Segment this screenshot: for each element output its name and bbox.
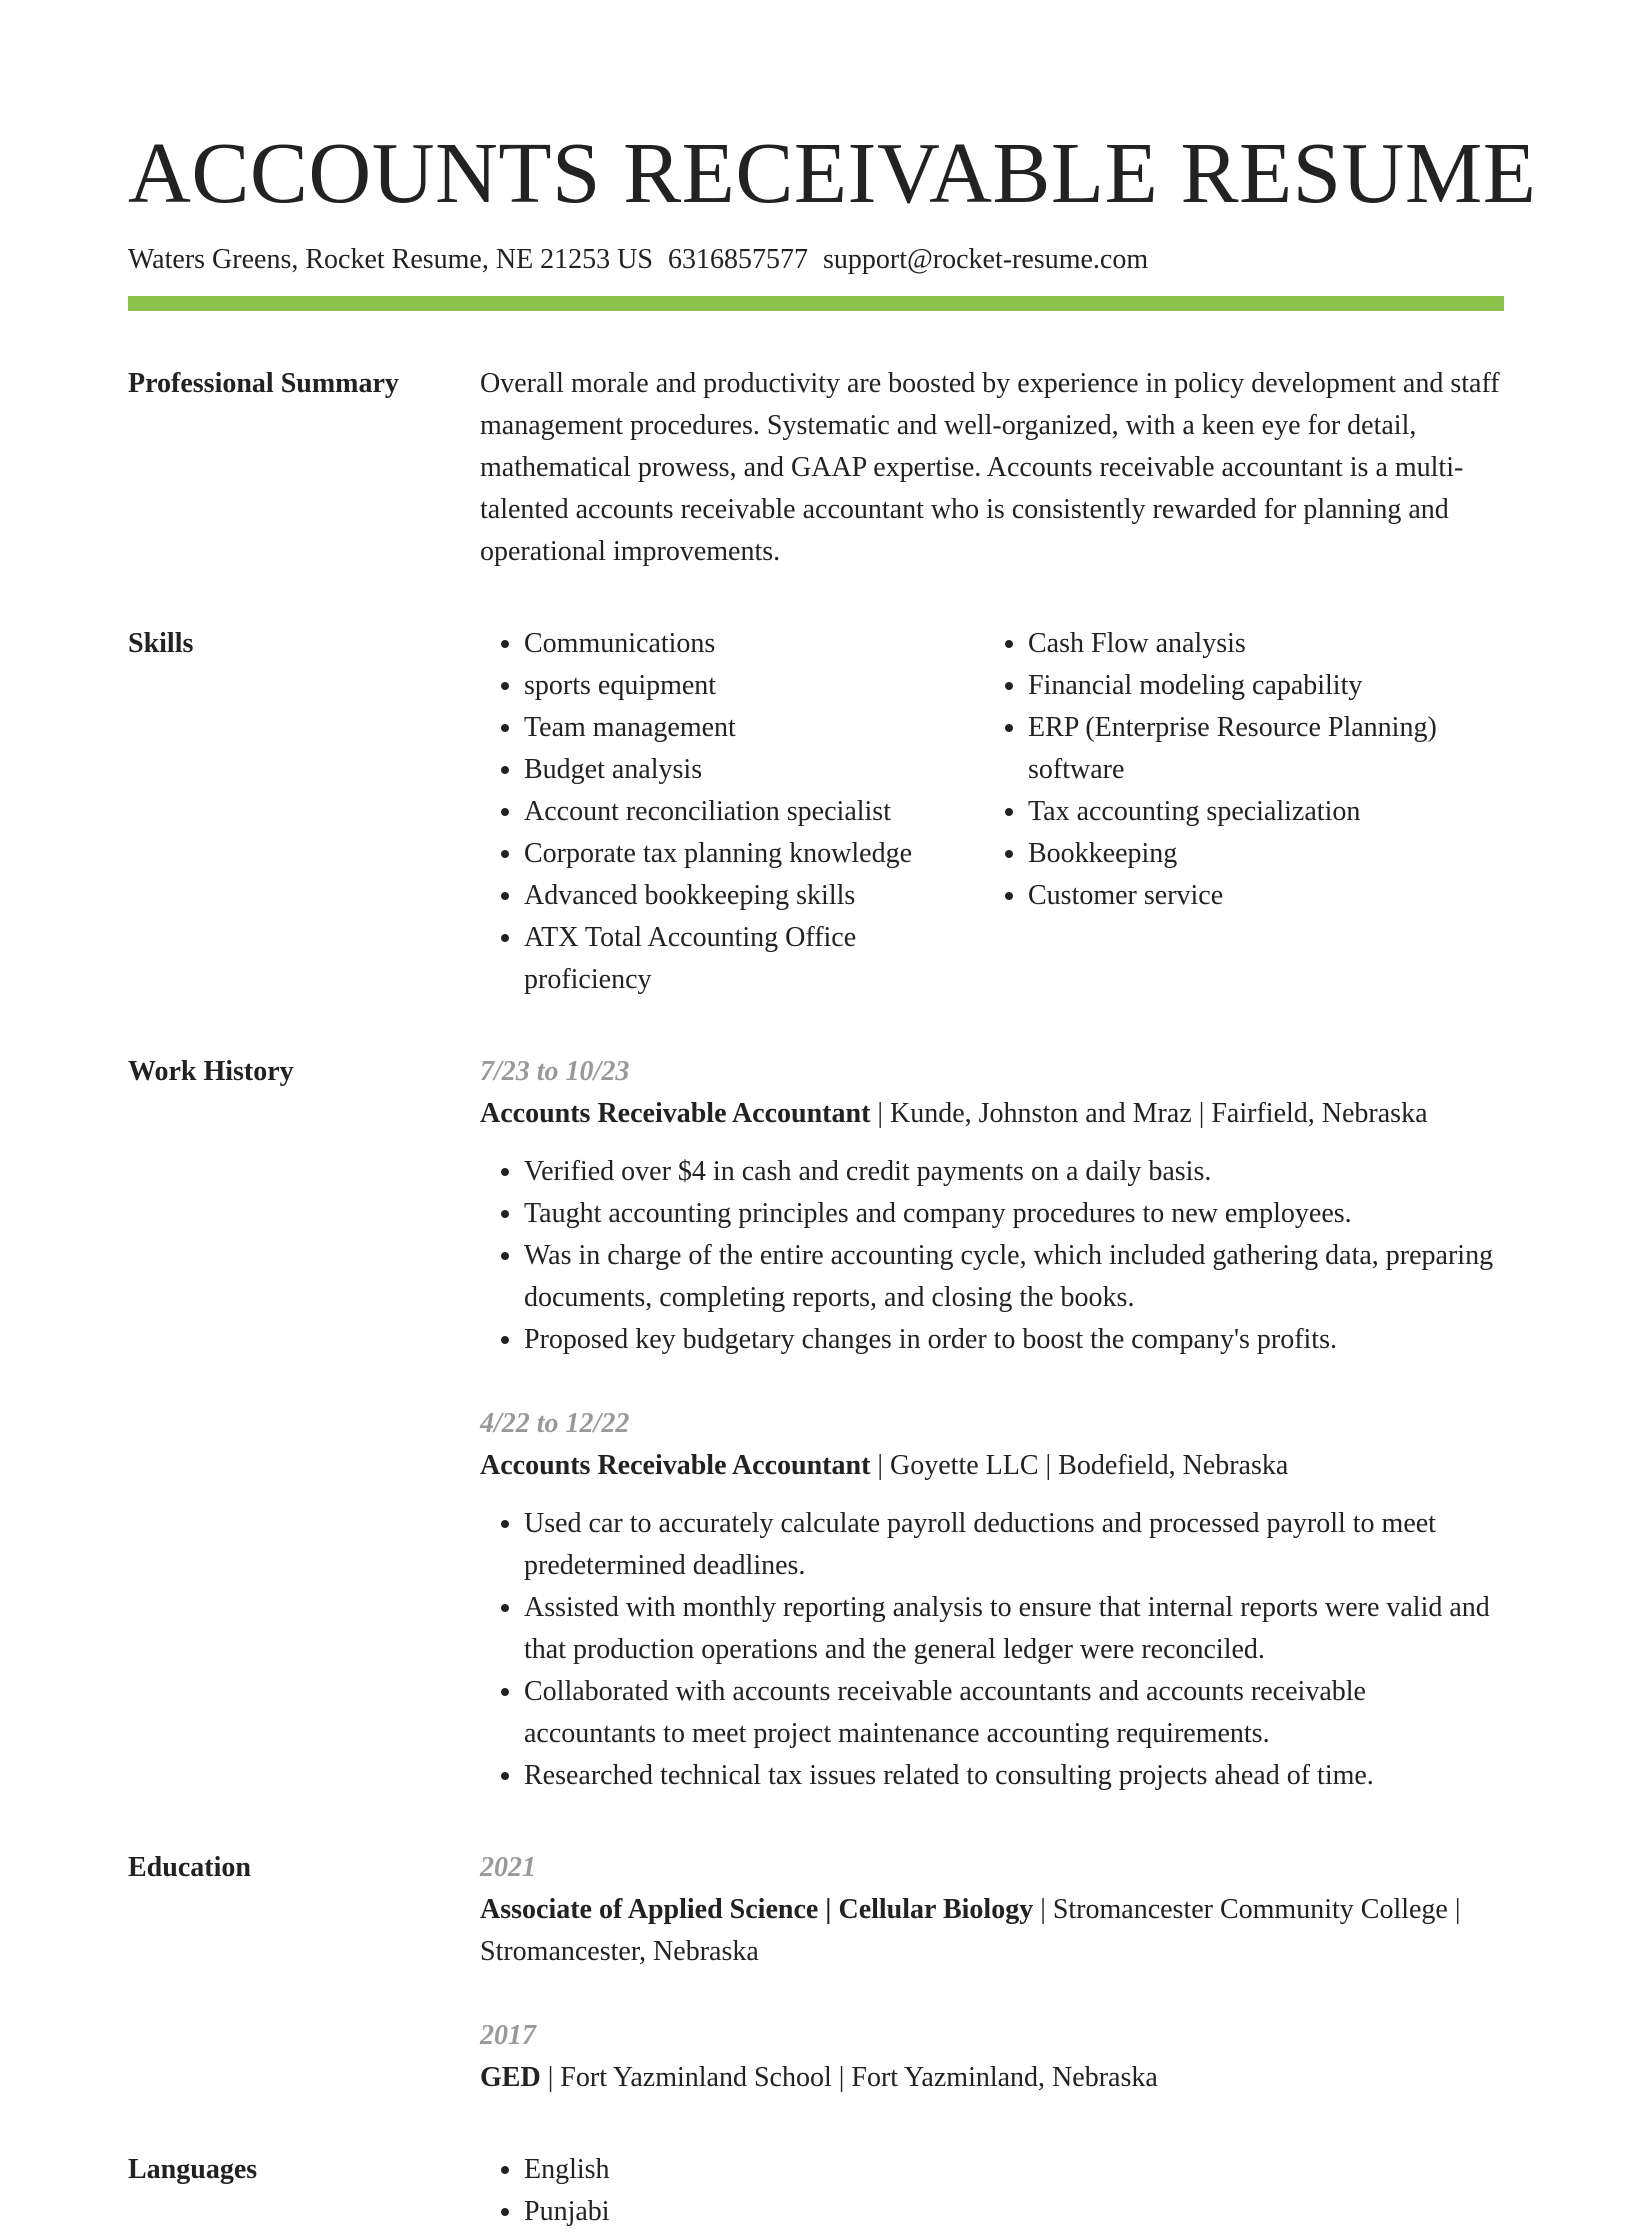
job-bullet: • Collaborated with accounts receivable accountants and accounts receivable accountants to meet project maintenance accounting requirements. bbox=[524, 1671, 1504, 1755]
job-dates: 7/23 to 10/23 bbox=[480, 1056, 630, 1087]
job-bullet: • Was in charge of the entire accounting cycle, which included gathering data, preparing documents, completing reports, and closing the books. bbox=[524, 1235, 1504, 1319]
job-role: Accounts Receivable Accountant bbox=[480, 1450, 871, 1481]
summary-heading: Professional Summary bbox=[128, 368, 399, 399]
header-divider bbox=[128, 296, 1504, 311]
skills-list-left bbox=[480, 623, 984, 1001]
work-history-heading: Work History bbox=[128, 1056, 294, 1087]
education-entry bbox=[480, 2015, 1504, 2099]
contact-line bbox=[128, 242, 1504, 278]
skill-item: • Bookkeeping bbox=[1028, 833, 1504, 875]
education-entry bbox=[480, 1847, 1504, 1973]
job-bullet: • Taught accounting principles and company procedures to new employees. bbox=[524, 1193, 1504, 1235]
education-location: Stromancester, Nebraska bbox=[480, 1936, 759, 1967]
job-dates: 4/22 to 12/22 bbox=[480, 1408, 630, 1439]
skill-item: • Communications bbox=[524, 623, 984, 665]
education-section bbox=[128, 1847, 1504, 2099]
resume-page bbox=[128, 0, 1537, 2233]
job-header: Accounts Receivable Accountant | Goyette LLC | Bodefield, Nebraska bbox=[480, 1450, 1289, 1481]
skill-item: • ERP (Enterprise Resource Planning) software bbox=[1028, 707, 1504, 791]
resume-title: ACCOUNTS RECEIVABLE RESUME bbox=[128, 124, 1537, 221]
job-location: Bodefield, Nebraska bbox=[1058, 1450, 1289, 1481]
job-bullet: • Used car to accurately calculate payroll deductions and processed payroll to meet predetermined deadlines. bbox=[524, 1503, 1504, 1587]
job-role: Accounts Receivable Accountant bbox=[480, 1098, 871, 1129]
skill-item: • Team management bbox=[524, 707, 984, 749]
skill-item: • Tax accounting specialization bbox=[1028, 791, 1504, 833]
education-degree: Associate of Applied Science | Cellular Biology bbox=[480, 1894, 1034, 1925]
education-details: Associate of Applied Science | Cellular Biology | Stromancester Community College | Stromancester, Nebraska bbox=[480, 1894, 1461, 1967]
job-bullets bbox=[480, 1503, 1504, 1797]
job-bullet: • Verified over $4 in cash and credit payments on a daily basis. bbox=[524, 1151, 1504, 1193]
education-degree: GED bbox=[480, 2062, 541, 2093]
education-heading: Education bbox=[128, 1852, 251, 1883]
summary-section bbox=[128, 363, 1504, 573]
skill-item: • ATX Total Accounting Office proficiency bbox=[524, 917, 984, 1001]
skill-item: • Budget analysis bbox=[524, 749, 984, 791]
languages-list bbox=[480, 2149, 1504, 2233]
skills-heading: Skills bbox=[128, 628, 194, 659]
skill-item: • sports equipment bbox=[524, 665, 984, 707]
contact-address: Waters Greens, Rocket Resume, NE 21253 US bbox=[128, 244, 653, 275]
languages-section bbox=[128, 2149, 1504, 2233]
education-year: 2021 bbox=[480, 1852, 536, 1883]
education-year: 2017 bbox=[480, 2020, 536, 2051]
skill-item: • Advanced bookkeeping skills bbox=[524, 875, 984, 917]
skill-item: • Financial modeling capability bbox=[1028, 665, 1504, 707]
languages-heading: Languages bbox=[128, 2154, 258, 2185]
skills-section bbox=[128, 623, 1504, 1001]
contact-email: support@rocket-resume.com bbox=[822, 244, 1149, 275]
job-header: Accounts Receivable Accountant | Kunde, Johnston and Mraz | Fairfield, Nebraska bbox=[480, 1098, 1428, 1129]
skills-list-right bbox=[984, 623, 1504, 1001]
job-bullets bbox=[480, 1151, 1504, 1361]
job-entry bbox=[480, 1403, 1504, 1797]
skill-item: • Customer service bbox=[1028, 875, 1504, 917]
skill-item: • Cash Flow analysis bbox=[1028, 623, 1504, 665]
job-bullet: • Assisted with monthly reporting analysis to ensure that internal reports were valid and that production operations and the general ledger were reconciled. bbox=[524, 1587, 1504, 1671]
language-item: • Punjabi bbox=[524, 2191, 1504, 2233]
job-company: Goyette LLC bbox=[890, 1450, 1039, 1481]
work-history-section bbox=[128, 1051, 1504, 1797]
job-company: Kunde, Johnston and Mraz bbox=[890, 1098, 1192, 1129]
skill-item: • Account reconciliation specialist bbox=[524, 791, 984, 833]
job-location: Fairfield, Nebraska bbox=[1211, 1098, 1428, 1129]
job-bullet: • Proposed key budgetary changes in order to boost the company's profits. bbox=[524, 1319, 1504, 1361]
summary-text: Overall morale and productivity are boosted by experience in policy development and staff management procedures. Systematic and well-organized, with a keen eye for detail, mathematical prowess, and GAAP expertise. Accounts receivable accountant is a multi-talented accounts receivable accountant who is consistently rewarded for planning and operational improvements. bbox=[480, 368, 1500, 567]
job-bullet: • Researched technical tax issues related to consulting projects ahead of time. bbox=[524, 1755, 1504, 1797]
skill-item: • Corporate tax planning knowledge bbox=[524, 833, 984, 875]
contact-phone: 6316857577 bbox=[667, 244, 808, 275]
education-details: GED | Fort Yazminland School | Fort Yazminland, Nebraska bbox=[480, 2062, 1158, 2093]
job-entry bbox=[480, 1051, 1504, 1361]
education-school: Stromancester Community College bbox=[1052, 1894, 1448, 1925]
education-school: Fort Yazminland School bbox=[560, 2062, 832, 2093]
language-item: • English bbox=[524, 2149, 1504, 2191]
education-location: Fort Yazminland, Nebraska bbox=[851, 2062, 1158, 2093]
